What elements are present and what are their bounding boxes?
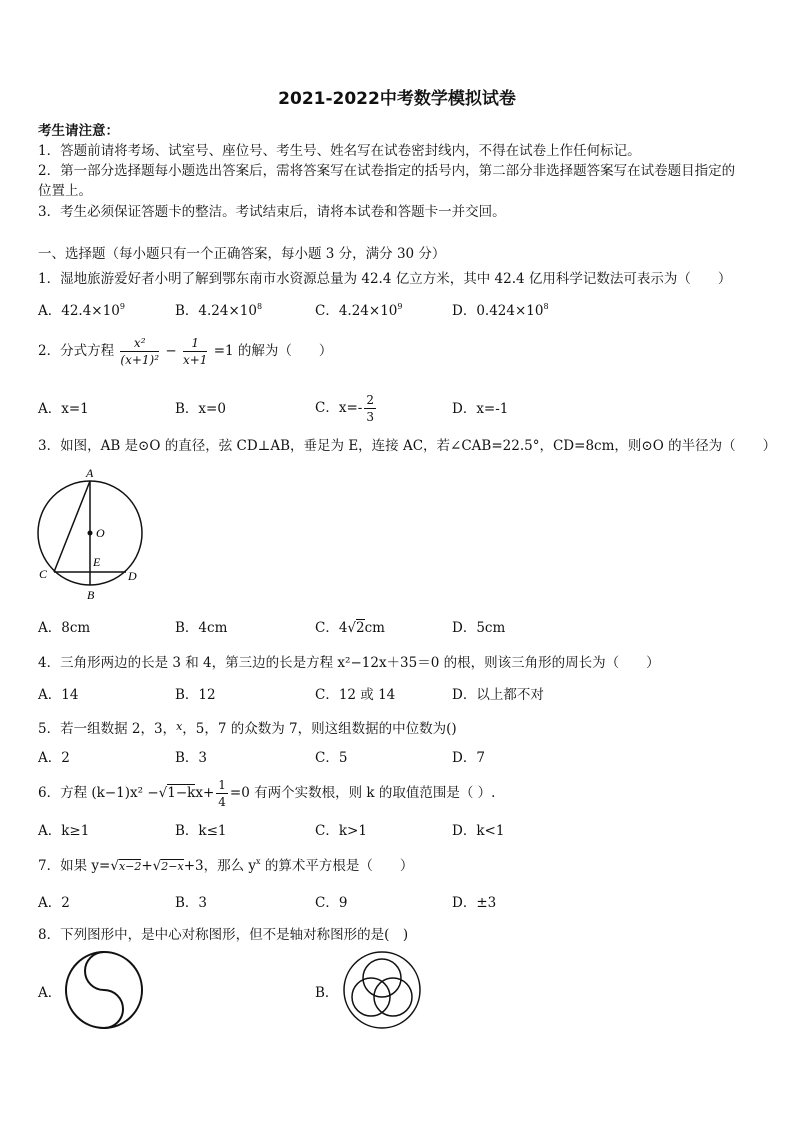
label-o: O (96, 526, 105, 540)
notice-heading: 考生请注意： (38, 123, 119, 139)
q4-option-d: D．以上都不对 (452, 687, 544, 703)
q4-option-a: A．14 (38, 687, 79, 703)
segment-ac (54, 481, 90, 572)
notice-line-1: 1．答题前请将考场、试室号、座位号、考生号、姓名写在试卷密封线内，不得在试卷上作任何标记。 (38, 143, 641, 159)
label-b: B (87, 588, 95, 602)
q4-option-c: C．12 或 14 (315, 687, 396, 703)
q6-option-b: B．k≤1 (175, 823, 227, 839)
q7-option-b: B．3 (175, 895, 208, 911)
sqrt-sign: √ (152, 858, 162, 874)
q6-fraction: $\frac{1}{4}$ (218, 778, 226, 809)
q5-option-a: A．2 (38, 750, 70, 766)
q3-option-a: A．8cm (38, 620, 91, 636)
label-a: A (86, 466, 94, 480)
q8-option-a-label: A． (38, 985, 62, 1001)
q6-option-a: A．k≥1 (38, 823, 90, 839)
label-e: E (93, 555, 101, 569)
q3-option-c: C．4√2cm (315, 620, 385, 636)
q2-option-c-fraction: $\frac{2}{3}$ (366, 393, 374, 424)
q4-option-b: B．12 (175, 687, 216, 703)
q1-option-b: B．$4.24\times 10^8$ (175, 302, 263, 319)
q1-option-d: D．$0.424\times 10^8$ (452, 302, 549, 319)
q2-option-c: C．x=- $\frac{2}{3}$ (315, 393, 374, 424)
notice-line-2: 2．第一部分选择题每小题选出答案后，需将答案写在试卷指定的括号内，第二部分非选择题答案写在试卷题目指定的 (38, 163, 736, 179)
notice-line-4: 3．考生必须保证答题卡的整洁。考试结束后，请将本试卷和答题卡一并交回。 (38, 204, 506, 220)
q3-stem: 3．如图，AB 是⊙O 的直径，弦 CD⊥AB，垂足为 E，连接 AC，若∠CAB=22.5°，CD=8cm，则⊙O 的半径为（ ） (38, 438, 777, 454)
q6-stem: 6．方程 (k−1)x² −√1−kx+ $\frac{1}{4}$ =0 有两个实数根，则 k 的取值范围是（ ）. (38, 778, 496, 809)
q3-circle-figure (30, 462, 150, 602)
q5-option-b: B．3 (175, 750, 208, 766)
q7-option-d: D．±3 (452, 895, 497, 911)
q6-option-c: C．k>1 (315, 823, 367, 839)
q3-option-d: D．5cm (452, 620, 506, 636)
q2-fraction-2: $\frac{1}{x+1}$ (182, 336, 208, 367)
sqrt-sign: √ (110, 858, 119, 874)
q8-option-b-label: B． (315, 985, 339, 1001)
q2-fraction-1: $\frac{\text{x²}}{\text{(x+1)²}}$ (120, 336, 160, 367)
q8-stem: 8．下列图形中，是中心对称图形，但不是轴对称图形的是( ) (38, 927, 409, 943)
yin-yang-figure (62, 948, 146, 1032)
notice-line-3: 位置上。 (38, 183, 92, 199)
q6-option-d: D．k<1 (452, 823, 505, 839)
q5-option-c: C．5 (315, 750, 348, 766)
label-c: C (39, 567, 48, 581)
q7-option-c: C．9 (315, 895, 348, 911)
q4-stem: 4．三角形两边的长是 3 和 4，第三边的长是方程 x²−12x＋35＝0 的根，则该三角形的周长为（ ） (38, 655, 660, 671)
label-d: D (128, 569, 137, 583)
sqrt-sign: √ (347, 620, 357, 636)
q1-option-a: A．$42.4\times 10^9$ (38, 302, 125, 319)
q1-option-c: C．$4.24\times 10^9$ (315, 302, 403, 319)
section-heading: 一、选择题（每小题只有一个正确答案，每小题 3 分，满分 30 分） (38, 246, 446, 262)
q2-option-b: B．x=0 (175, 401, 226, 417)
q7-option-a: A．2 (38, 895, 70, 911)
q2-stem: 2．分式方程 $\frac{\text{x²}}{\text{(x+1)²}}$ − $\frac{1}{x+1}$ =1 的解为（ ） (38, 336, 333, 367)
center-point (88, 531, 93, 536)
page-title: 2021-2022中考数学模拟试卷 (278, 89, 516, 109)
three-circles-figure (338, 948, 426, 1032)
q3-option-b: B．4cm (175, 620, 228, 636)
q2-option-d: D．x=-1 (452, 401, 509, 417)
sqrt-sign: √ (158, 785, 168, 801)
q7-stem: 7．如果 y=√x−2+√2−x+3，那么 $y^x$ 的算术平方根是（ ） (38, 857, 414, 874)
q5-stem: 5．若一组数据 2，3，$^x$，5，7 的众数为 7，则这组数据的中位数为() (38, 720, 457, 737)
q2-option-a: A．x=1 (38, 401, 89, 417)
q5-option-d: D．7 (452, 750, 485, 766)
q1-stem: 1．湿地旅游爱好者小明了解到鄂东南市水资源总量为 42.4 亿立方米，其中 42.4 亿用科学记数法可表示为（ ） (38, 271, 732, 287)
